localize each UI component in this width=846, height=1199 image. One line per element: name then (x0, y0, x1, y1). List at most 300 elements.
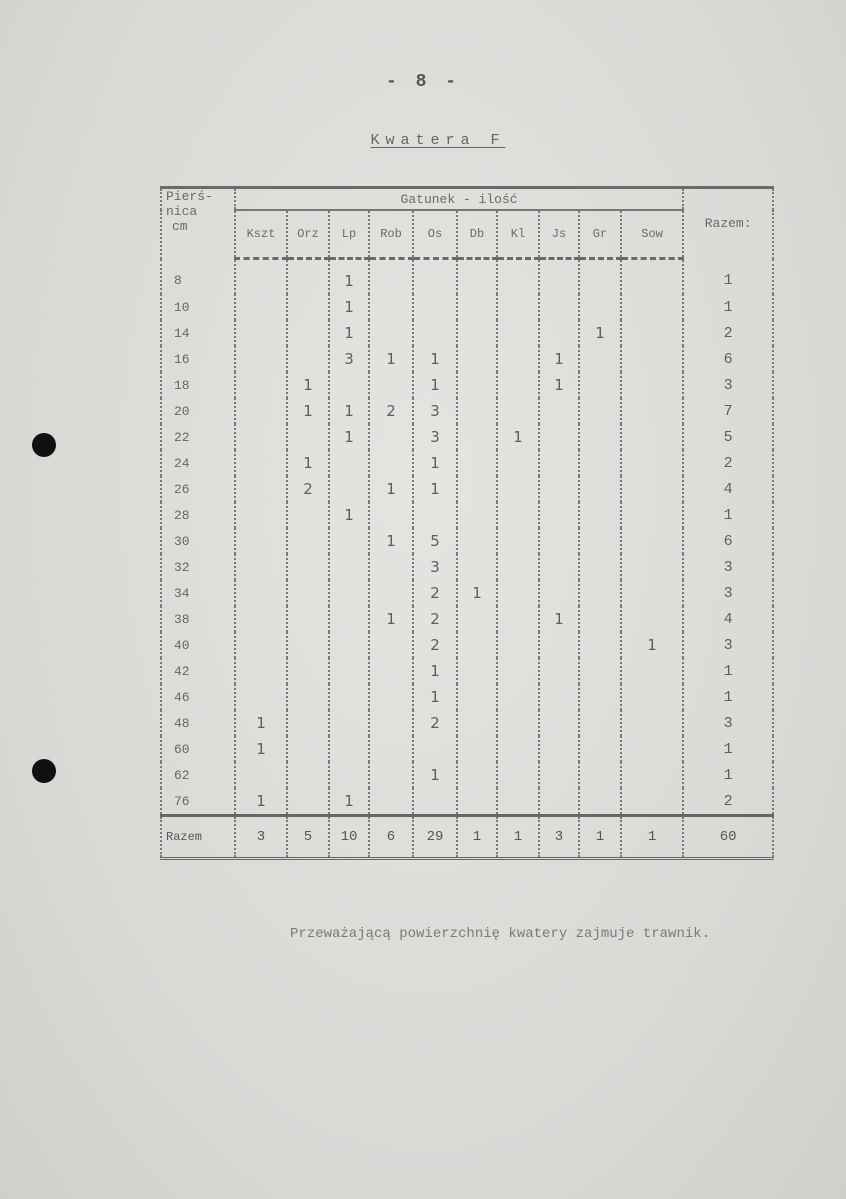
count-cell (539, 762, 579, 788)
count-cell (579, 372, 621, 398)
column-total-cell: 1 (497, 816, 539, 859)
count-cell (621, 788, 683, 816)
count-cell (579, 476, 621, 502)
count-cell (497, 580, 539, 606)
count-cell (235, 528, 287, 554)
count-cell (579, 554, 621, 580)
count-cell (457, 320, 497, 346)
count-cell: 1 (369, 528, 413, 554)
count-cell (539, 788, 579, 816)
count-cell (497, 259, 539, 295)
diameter-cell: 76 (161, 788, 235, 816)
diameter-cell: 8 (161, 259, 235, 295)
totals-row (161, 816, 773, 859)
count-cell (621, 606, 683, 632)
diameter-cell: 20 (161, 398, 235, 424)
table-row (161, 398, 773, 424)
count-cell (539, 320, 579, 346)
count-cell: 1 (413, 476, 457, 502)
species-header: Db (457, 210, 497, 259)
row-total-cell: 3 (683, 710, 773, 736)
count-cell (369, 788, 413, 816)
count-cell: 1 (329, 398, 369, 424)
row-total-cell: 1 (683, 502, 773, 528)
count-cell (329, 658, 369, 684)
count-cell (579, 398, 621, 424)
count-cell: 3 (413, 424, 457, 450)
count-cell (579, 684, 621, 710)
count-cell (369, 684, 413, 710)
count-cell (497, 736, 539, 762)
count-cell (369, 580, 413, 606)
count-cell (235, 259, 287, 295)
count-cell: 2 (413, 580, 457, 606)
count-cell: 1 (413, 372, 457, 398)
count-cell (369, 632, 413, 658)
count-cell: 1 (235, 736, 287, 762)
count-cell (579, 788, 621, 816)
count-cell (369, 372, 413, 398)
count-cell: 1 (287, 372, 329, 398)
count-cell (329, 684, 369, 710)
count-cell (457, 528, 497, 554)
count-cell (287, 736, 329, 762)
count-cell (621, 294, 683, 320)
count-cell (621, 528, 683, 554)
count-cell (457, 502, 497, 528)
table-row (161, 346, 773, 372)
diameter-cell: 28 (161, 502, 235, 528)
count-cell: 1 (329, 294, 369, 320)
punch-hole (32, 433, 56, 457)
table-row (161, 424, 773, 450)
table-row (161, 476, 773, 502)
count-cell (235, 580, 287, 606)
diameter-cell: 10 (161, 294, 235, 320)
count-cell (287, 424, 329, 450)
diameter-cell: 40 (161, 632, 235, 658)
count-cell (579, 424, 621, 450)
count-cell (329, 554, 369, 580)
count-cell (621, 259, 683, 295)
column-total-cell: 10 (329, 816, 369, 859)
row-total-cell: 5 (683, 424, 773, 450)
count-cell: 1 (413, 762, 457, 788)
count-cell (539, 476, 579, 502)
diameter-cell: 18 (161, 372, 235, 398)
count-cell (539, 710, 579, 736)
count-cell: 1 (413, 684, 457, 710)
count-cell (235, 346, 287, 372)
count-cell (621, 554, 683, 580)
count-cell (369, 424, 413, 450)
species-header: Rob (369, 210, 413, 259)
count-cell (287, 684, 329, 710)
species-header: Kszt (235, 210, 287, 259)
table-row (161, 554, 773, 580)
species-header: Orz (287, 210, 329, 259)
count-cell (287, 580, 329, 606)
count-cell (621, 476, 683, 502)
count-cell (329, 762, 369, 788)
count-cell (539, 580, 579, 606)
diameter-cell: 30 (161, 528, 235, 554)
count-cell (369, 554, 413, 580)
count-cell (621, 658, 683, 684)
count-cell (579, 606, 621, 632)
count-cell (329, 736, 369, 762)
count-cell (369, 259, 413, 295)
count-cell (457, 684, 497, 710)
count-cell: 1 (287, 450, 329, 476)
count-cell (539, 294, 579, 320)
diameter-cell: 46 (161, 684, 235, 710)
count-cell: 1 (579, 320, 621, 346)
count-cell: 1 (287, 398, 329, 424)
diameter-cell: 38 (161, 606, 235, 632)
diameter-cell: 60 (161, 736, 235, 762)
count-cell: 1 (369, 346, 413, 372)
species-header: Sow (621, 210, 683, 259)
count-cell (329, 606, 369, 632)
count-cell (287, 762, 329, 788)
count-cell: 1 (413, 346, 457, 372)
table-row (161, 684, 773, 710)
row-total-cell: 1 (683, 658, 773, 684)
count-cell: 3 (413, 398, 457, 424)
column-total-cell: 60 (683, 816, 773, 859)
count-cell (369, 658, 413, 684)
closing-note: Przeważającą powierzchnię kwatery zajmuje trawnik. (290, 926, 711, 942)
count-cell (287, 632, 329, 658)
count-cell (329, 632, 369, 658)
table-row (161, 606, 773, 632)
count-cell (287, 554, 329, 580)
count-cell (329, 476, 369, 502)
count-cell (457, 398, 497, 424)
count-cell: 1 (621, 632, 683, 658)
count-cell (457, 450, 497, 476)
page-number: - 8 - (385, 72, 460, 92)
row-total-cell: 3 (683, 632, 773, 658)
table-row (161, 736, 773, 762)
count-cell (497, 632, 539, 658)
count-cell (287, 658, 329, 684)
count-cell (621, 710, 683, 736)
count-cell (621, 424, 683, 450)
count-cell (369, 736, 413, 762)
count-cell (287, 710, 329, 736)
count-cell: 1 (329, 502, 369, 528)
count-cell (497, 710, 539, 736)
count-cell (539, 398, 579, 424)
count-cell (497, 502, 539, 528)
species-header: Lp (329, 210, 369, 259)
count-cell (329, 580, 369, 606)
count-cell (621, 762, 683, 788)
count-cell (457, 294, 497, 320)
row-total-cell: 1 (683, 259, 773, 295)
count-cell (457, 632, 497, 658)
count-cell (497, 294, 539, 320)
count-cell (235, 424, 287, 450)
count-cell: 3 (413, 554, 457, 580)
count-cell (497, 476, 539, 502)
table-row (161, 372, 773, 398)
count-cell (539, 736, 579, 762)
count-cell (497, 684, 539, 710)
count-cell: 2 (413, 710, 457, 736)
count-cell (621, 450, 683, 476)
count-cell (539, 259, 579, 295)
species-header: Os (413, 210, 457, 259)
count-cell (369, 294, 413, 320)
count-cell: 1 (329, 320, 369, 346)
count-cell: 1 (329, 424, 369, 450)
count-cell (457, 736, 497, 762)
count-cell: 1 (235, 710, 287, 736)
count-cell: 5 (413, 528, 457, 554)
row-total-cell: 6 (683, 346, 773, 372)
count-cell (457, 259, 497, 295)
count-cell (287, 346, 329, 372)
count-cell (497, 450, 539, 476)
count-cell (579, 259, 621, 295)
count-cell: 3 (329, 346, 369, 372)
table-row (161, 788, 773, 816)
diameter-header: Pierś- nica cm (161, 188, 235, 259)
diameter-cell: 34 (161, 580, 235, 606)
count-cell (413, 736, 457, 762)
count-cell (579, 632, 621, 658)
column-total-cell: 5 (287, 816, 329, 859)
count-cell (621, 372, 683, 398)
count-cell (457, 606, 497, 632)
count-cell (235, 294, 287, 320)
count-cell: 2 (413, 632, 457, 658)
count-cell (329, 450, 369, 476)
count-cell (235, 320, 287, 346)
table-row (161, 294, 773, 320)
table-row (161, 528, 773, 554)
column-total-cell: 1 (621, 816, 683, 859)
count-cell (497, 788, 539, 816)
species-header: Gr (579, 210, 621, 259)
table-row (161, 259, 773, 295)
count-cell (621, 346, 683, 372)
diameter-cell: 24 (161, 450, 235, 476)
column-total-cell: 3 (235, 816, 287, 859)
table-row (161, 632, 773, 658)
species-header: Kl (497, 210, 539, 259)
diameter-cell: 14 (161, 320, 235, 346)
row-total-cell: 1 (683, 684, 773, 710)
table-row (161, 320, 773, 346)
diameter-cell: 26 (161, 476, 235, 502)
count-cell (539, 450, 579, 476)
count-cell (621, 320, 683, 346)
count-cell (235, 658, 287, 684)
count-cell (497, 606, 539, 632)
totals-label: Razem (161, 816, 235, 859)
count-cell (235, 450, 287, 476)
count-cell (579, 762, 621, 788)
table-row (161, 762, 773, 788)
count-cell (235, 606, 287, 632)
count-cell (329, 528, 369, 554)
count-cell (539, 502, 579, 528)
count-cell (579, 502, 621, 528)
count-cell (579, 346, 621, 372)
row-total-cell: 1 (683, 762, 773, 788)
count-cell (369, 320, 413, 346)
count-cell: 1 (329, 259, 369, 295)
column-total-cell: 1 (579, 816, 621, 859)
count-cell (579, 528, 621, 554)
count-cell: 1 (369, 606, 413, 632)
row-total-cell: 1 (683, 736, 773, 762)
count-cell: 2 (369, 398, 413, 424)
diameter-cell: 42 (161, 658, 235, 684)
count-cell (457, 658, 497, 684)
table-row (161, 450, 773, 476)
count-cell (235, 476, 287, 502)
count-cell (369, 502, 413, 528)
count-cell (369, 762, 413, 788)
diameter-cell: 32 (161, 554, 235, 580)
table-body (161, 259, 773, 816)
row-total-cell: 3 (683, 554, 773, 580)
count-cell (457, 372, 497, 398)
species-header: Js (539, 210, 579, 259)
count-cell (539, 632, 579, 658)
count-cell (457, 788, 497, 816)
count-cell (621, 684, 683, 710)
section-title: Kwatera F (370, 132, 506, 149)
count-cell (621, 580, 683, 606)
table-row (161, 580, 773, 606)
count-cell (457, 762, 497, 788)
count-cell (457, 476, 497, 502)
count-cell (235, 762, 287, 788)
count-cell (413, 788, 457, 816)
count-cell (235, 632, 287, 658)
row-total-cell: 3 (683, 372, 773, 398)
diameter-cell: 22 (161, 424, 235, 450)
row-total-cell: 6 (683, 528, 773, 554)
count-cell: 1 (539, 346, 579, 372)
count-cell (287, 502, 329, 528)
species-group-header: Gatunek - ilość (235, 188, 683, 211)
count-cell (497, 320, 539, 346)
diameter-cell: 48 (161, 710, 235, 736)
count-cell (539, 658, 579, 684)
count-cell (621, 736, 683, 762)
count-cell: 1 (235, 788, 287, 816)
count-cell (497, 554, 539, 580)
species-header-row (161, 210, 773, 259)
count-cell (457, 554, 497, 580)
count-cell (621, 398, 683, 424)
table-row (161, 658, 773, 684)
count-cell (235, 502, 287, 528)
row-total-cell: 3 (683, 580, 773, 606)
column-total-cell: 3 (539, 816, 579, 859)
count-cell (457, 710, 497, 736)
count-cell (579, 658, 621, 684)
count-cell: 1 (413, 658, 457, 684)
row-total-cell: 2 (683, 320, 773, 346)
count-cell (497, 372, 539, 398)
row-total-cell: 2 (683, 788, 773, 816)
count-cell (235, 684, 287, 710)
count-cell (579, 450, 621, 476)
count-cell (497, 346, 539, 372)
count-cell (287, 606, 329, 632)
count-cell (329, 710, 369, 736)
count-cell (287, 788, 329, 816)
count-cell (413, 259, 457, 295)
count-cell (579, 580, 621, 606)
diameter-cell: 62 (161, 762, 235, 788)
count-cell (579, 294, 621, 320)
count-cell: 1 (497, 424, 539, 450)
count-cell (413, 320, 457, 346)
count-cell: 1 (369, 476, 413, 502)
count-cell: 1 (413, 450, 457, 476)
count-cell: 1 (329, 788, 369, 816)
count-cell (539, 424, 579, 450)
table-row (161, 502, 773, 528)
count-cell (235, 372, 287, 398)
count-cell (539, 554, 579, 580)
table-row (161, 710, 773, 736)
diameter-cell: 16 (161, 346, 235, 372)
species-tally-table (160, 186, 774, 860)
row-total-cell: 4 (683, 476, 773, 502)
total-header: Razem: (683, 188, 773, 259)
count-cell (287, 294, 329, 320)
row-total-cell: 4 (683, 606, 773, 632)
count-cell (497, 528, 539, 554)
count-cell (497, 658, 539, 684)
count-cell (539, 684, 579, 710)
count-cell: 2 (413, 606, 457, 632)
count-cell (579, 710, 621, 736)
row-total-cell: 1 (683, 294, 773, 320)
count-cell (457, 424, 497, 450)
count-cell (621, 502, 683, 528)
punch-hole (32, 759, 56, 783)
count-cell (539, 528, 579, 554)
count-cell (235, 398, 287, 424)
count-cell (287, 528, 329, 554)
count-cell (413, 294, 457, 320)
column-total-cell: 6 (369, 816, 413, 859)
count-cell: 2 (287, 476, 329, 502)
count-cell: 1 (539, 372, 579, 398)
count-cell (287, 259, 329, 295)
column-total-cell: 29 (413, 816, 457, 859)
row-total-cell: 7 (683, 398, 773, 424)
count-cell (579, 736, 621, 762)
count-cell (369, 710, 413, 736)
count-cell (287, 320, 329, 346)
count-cell (369, 450, 413, 476)
count-cell (497, 398, 539, 424)
count-cell (413, 502, 457, 528)
row-total-cell: 2 (683, 450, 773, 476)
